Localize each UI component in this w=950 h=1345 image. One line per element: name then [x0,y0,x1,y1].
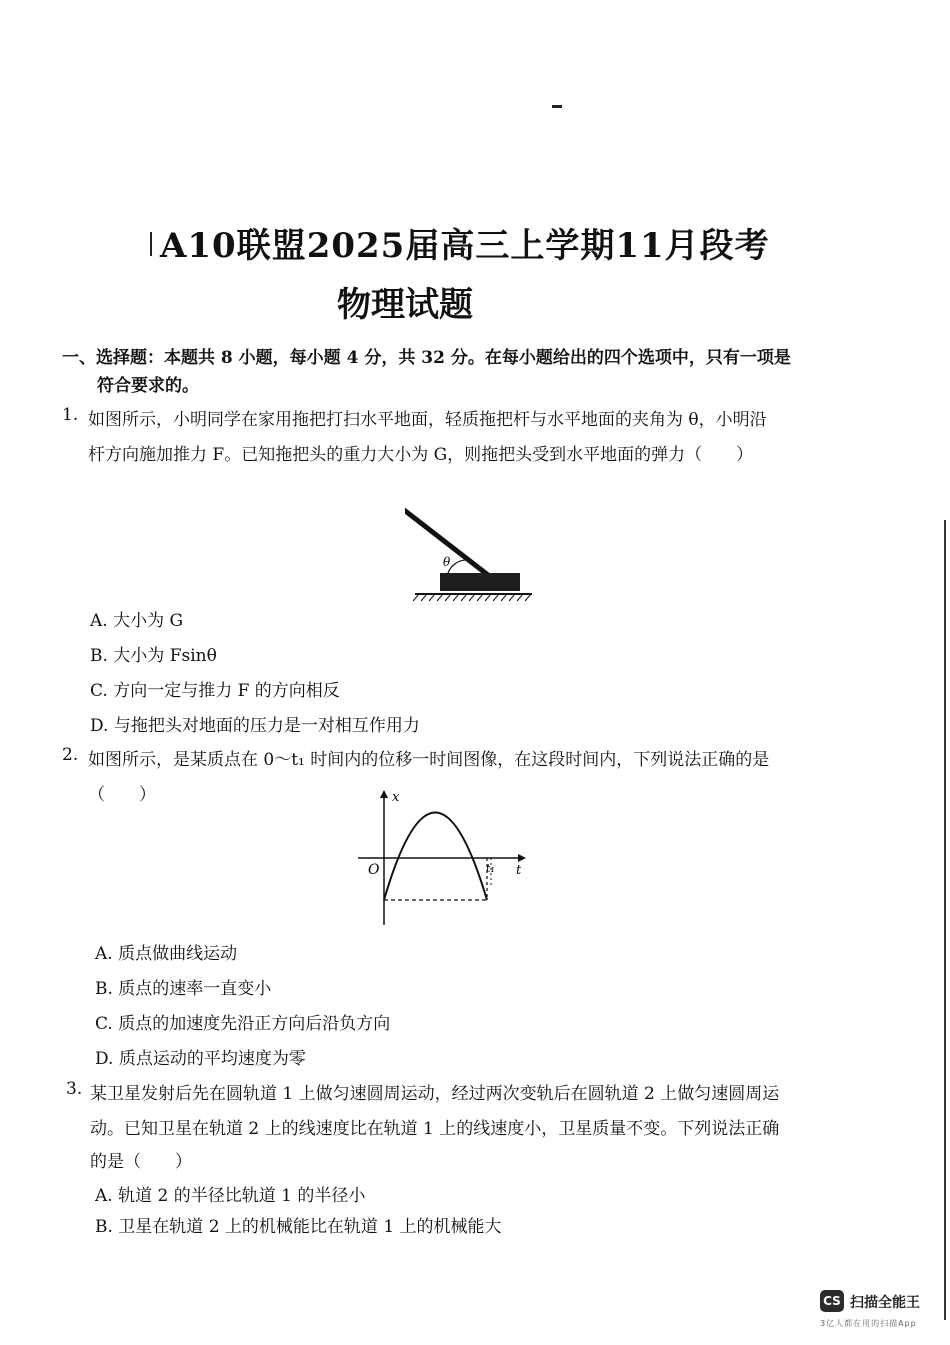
t1-tick-label: t₁ [486,862,495,875]
scanner-tagline: 3亿人都在用的扫描App [820,1319,917,1328]
question-1-text: 如图所示，小明同学在家用拖把打扫水平地面，轻质拖把杆与水平地面的夹角为 θ，小明沿 [88,410,767,430]
question-1-option-b: B. 大小为 Fsinθ [90,646,217,666]
question-1-option-d: D. 与拖把头对地面的压力是一对相互作用力 [90,716,420,736]
exam-title: A10联盟2025届高三上学期11月段考 [160,226,770,266]
question-3-number: 3. [66,1079,83,1099]
question-2-option-a: A. 质点做曲线运动 [95,944,238,964]
section-heading: 一、选择题： [62,348,164,368]
question-2-option-d: D. 质点运动的平均速度为零 [95,1049,306,1069]
mop-head [440,573,520,591]
question-1-number: 1. [62,405,79,425]
question-3-option-b: B. 卫星在轨道 2 上的机械能比在轨道 1 上的机械能大 [95,1217,502,1237]
question-2-option-c: C. 质点的加速度先沿正方向后沿负方向 [95,1014,391,1034]
question-3-text: 的是（ ） [90,1152,192,1172]
section-instructions-line2: 符合要求的。 [97,376,199,396]
x-axis-arrow [518,854,526,862]
ground-hatching [413,594,531,601]
angle-arc [448,560,468,573]
question-3-option-a: A. 轨道 2 的半径比轨道 1 的半径小 [95,1186,366,1206]
mop-figure [405,480,540,605]
x-axis-label: t [516,863,522,878]
section-instructions-line1: 本题共 8 小题，每小题 4 分，共 32 分。在每小题给出的四个选项中，只有一项是 [164,348,791,368]
scan-mark [552,105,562,108]
scanner-logo-badge: CS [820,1290,844,1312]
y-axis-label: x [392,790,400,805]
question-2-number: 2. [62,745,79,765]
question-1-text: 杆方向施加推力 F。已知拖把头的重力大小为 G，则拖把头受到水平地面的弹力（ ） [88,445,754,465]
question-2-text: 如图所示，是某质点在 0～t₁ 时间内的位移一时间图像，在这段时间内，下列说法正确的是 [88,750,770,770]
question-2-text: （ ） [88,785,156,805]
displacement-time-graph [350,785,535,930]
question-3-text: 某卫星发射后先在圆轨道 1 上做匀速圆周运动，经过两次变轨后在圆轨道 2 上做匀速圆周运 [90,1084,780,1104]
question-1-option-a: A. 大小为 G [90,611,184,631]
origin-label: O [368,862,380,878]
angle-theta-label: θ [443,555,451,569]
position-curve [384,813,487,901]
exam-subtitle: 物理试题 [337,285,473,325]
question-1-option-c: C. 方向一定与推力 F 的方向相反 [90,681,340,701]
question-2-option-b: B. 质点的速率一直变小 [95,979,272,999]
scanner-app-name: 扫描全能王 [850,1295,920,1311]
section-instructions [62,343,791,368]
y-axis-arrow [380,790,388,798]
page-edge-line [944,520,946,1320]
scan-mark [150,232,152,256]
question-3-text: 动。已知卫星在轨道 2 上的线速度比在轨道 1 上的线速度小，卫星质量不变。下列说法正确 [90,1119,780,1139]
